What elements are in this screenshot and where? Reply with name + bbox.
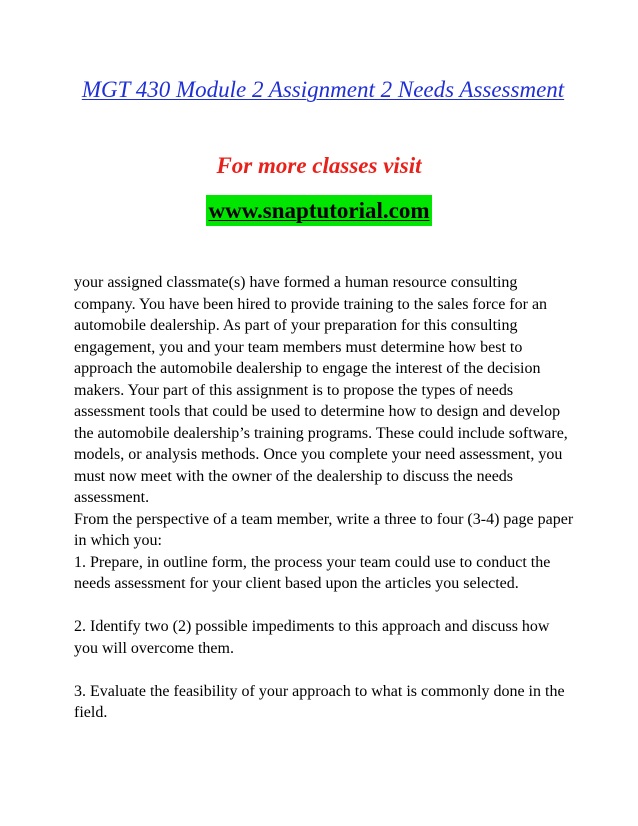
document-title[interactable]: MGT 430 Module 2 Assignment 2 Needs Assessment [81, 77, 565, 102]
list-item-1: 1. Prepare, in outline form, the process your team could use to conduct the needs assessment for your client based upon the articles you selected. [74, 553, 551, 592]
promo-text: For more classes visit [216, 153, 422, 178]
list-item-3: 3. Evaluate the feasibility of your approach to what is commonly done in the field. [74, 682, 565, 721]
assignment-body [74, 272, 574, 724]
instruction-paragraph: From the perspective of a team member, write a three to four (3-4) page paper in which you: [74, 510, 574, 549]
list-item-2: 2. Identify two (2) possible impediments to this approach and discuss how you will overcome them. [74, 618, 550, 657]
promo-link-container [0, 195, 638, 226]
intro-paragraph: your assigned classmate(s) have formed a human resource consulting company. You have been hired to provide training to the sales force for an automobile dealership. As part of your preparation for this consulting engagement, you and your team members must determine how best to approach the automobile dealership to engage the interest of the decision makers. Your part of this assignment is to propose the types of needs assessment tools that could be used to determine how to design and develop the automobile dealership’s training programs. These could include software, models, or analysis methods. Once you complete your need assessment, you must now meet with the owner of the dealership to discuss the needs assessment. [74, 274, 568, 506]
website-link[interactable]: www.snaptutorial.com [206, 195, 431, 226]
